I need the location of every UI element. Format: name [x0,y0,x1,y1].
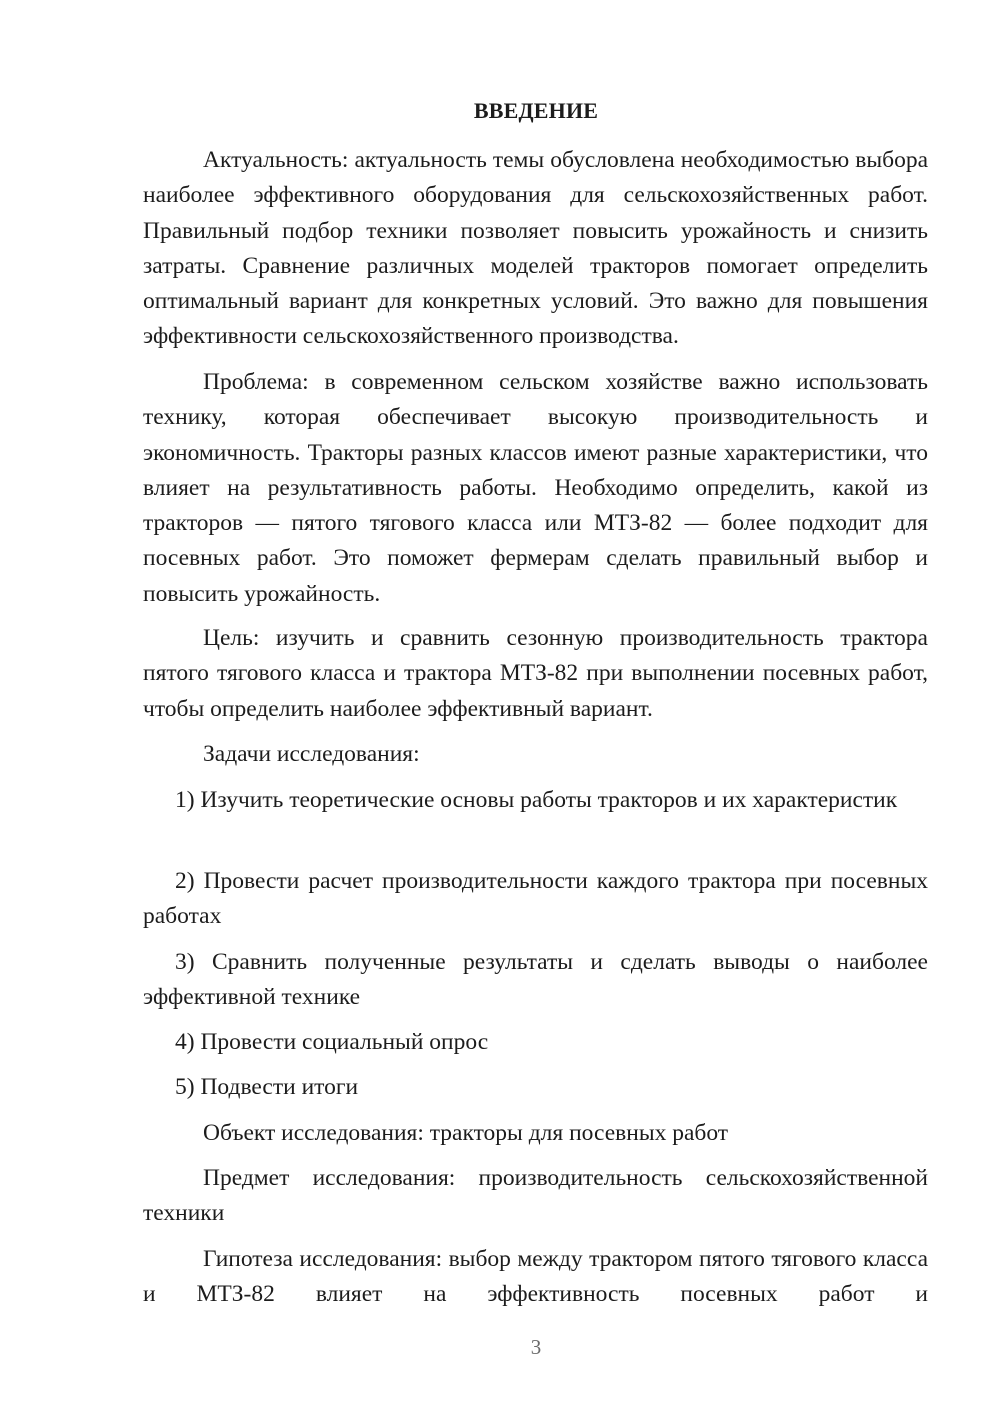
task-item-1: 1) Изучить теоретические основы работы тракторов и их характеристик [175,787,898,813]
task-item-4: 4) Провести социальный опрос [175,1029,489,1055]
paragraph-subject: Предмет исследования: производительность сельскохозяйственной техники [143,1165,928,1227]
page-title: ВВЕДЕНИЕ [473,98,599,123]
paragraph-object: Объект исследования: тракторы для посевных работ [203,1120,729,1146]
paragraph-relevance: Актуальность: актуальность темы обусловлена необходимостью выбора наиболее эффективного оборудования для сельскохозяйственных работ. Правильный подбор техники позволяет повысить урожайность и снизить затраты. Сравнение различных моделей тракторов помогает определить оптимальный вариант для конкретных условий. Это важно для повышения эффективности сельскохозяйственного производства. [143,147,928,350]
paragraph-goal: Цель: изучить и сравнить сезонную производительность трактора пятого тягового класса и трактора МТЗ-82 при выполнении посевных работ, чтобы определить наиболее эффективный вариант. [143,625,928,722]
task-item-5: 5) Подвести итоги [175,1074,359,1100]
task-item-2: 2) Провести расчет производительности каждого трактора при посевных работах [143,868,928,930]
paragraph-hypothesis: Гипотеза исследования: выбор между трактором пятого тягового класса и МТЗ-82 влияет на эффективность посевных работ и [143,1246,928,1308]
page-number: 3 [530,1335,542,1359]
paragraph-problem: Проблема: в современном сельском хозяйстве важно использовать технику, которая обеспечивает высокую производительность и экономичность. Тракторы разных классов имеют разные характеристики, что влияет на результативность работы. Необходимо определить, какой из тракторов — пятого тягового класса или МТЗ-82 — более подходит для посевных работ. Это поможет фермерам сделать правильный выбор и повысить урожайность. [143,369,928,607]
tasks-title: Задачи исследования: [203,741,420,767]
task-item-3: 3) Сравнить полученные результаты и сделать выводы о наиболее эффективной технике [143,949,928,1011]
